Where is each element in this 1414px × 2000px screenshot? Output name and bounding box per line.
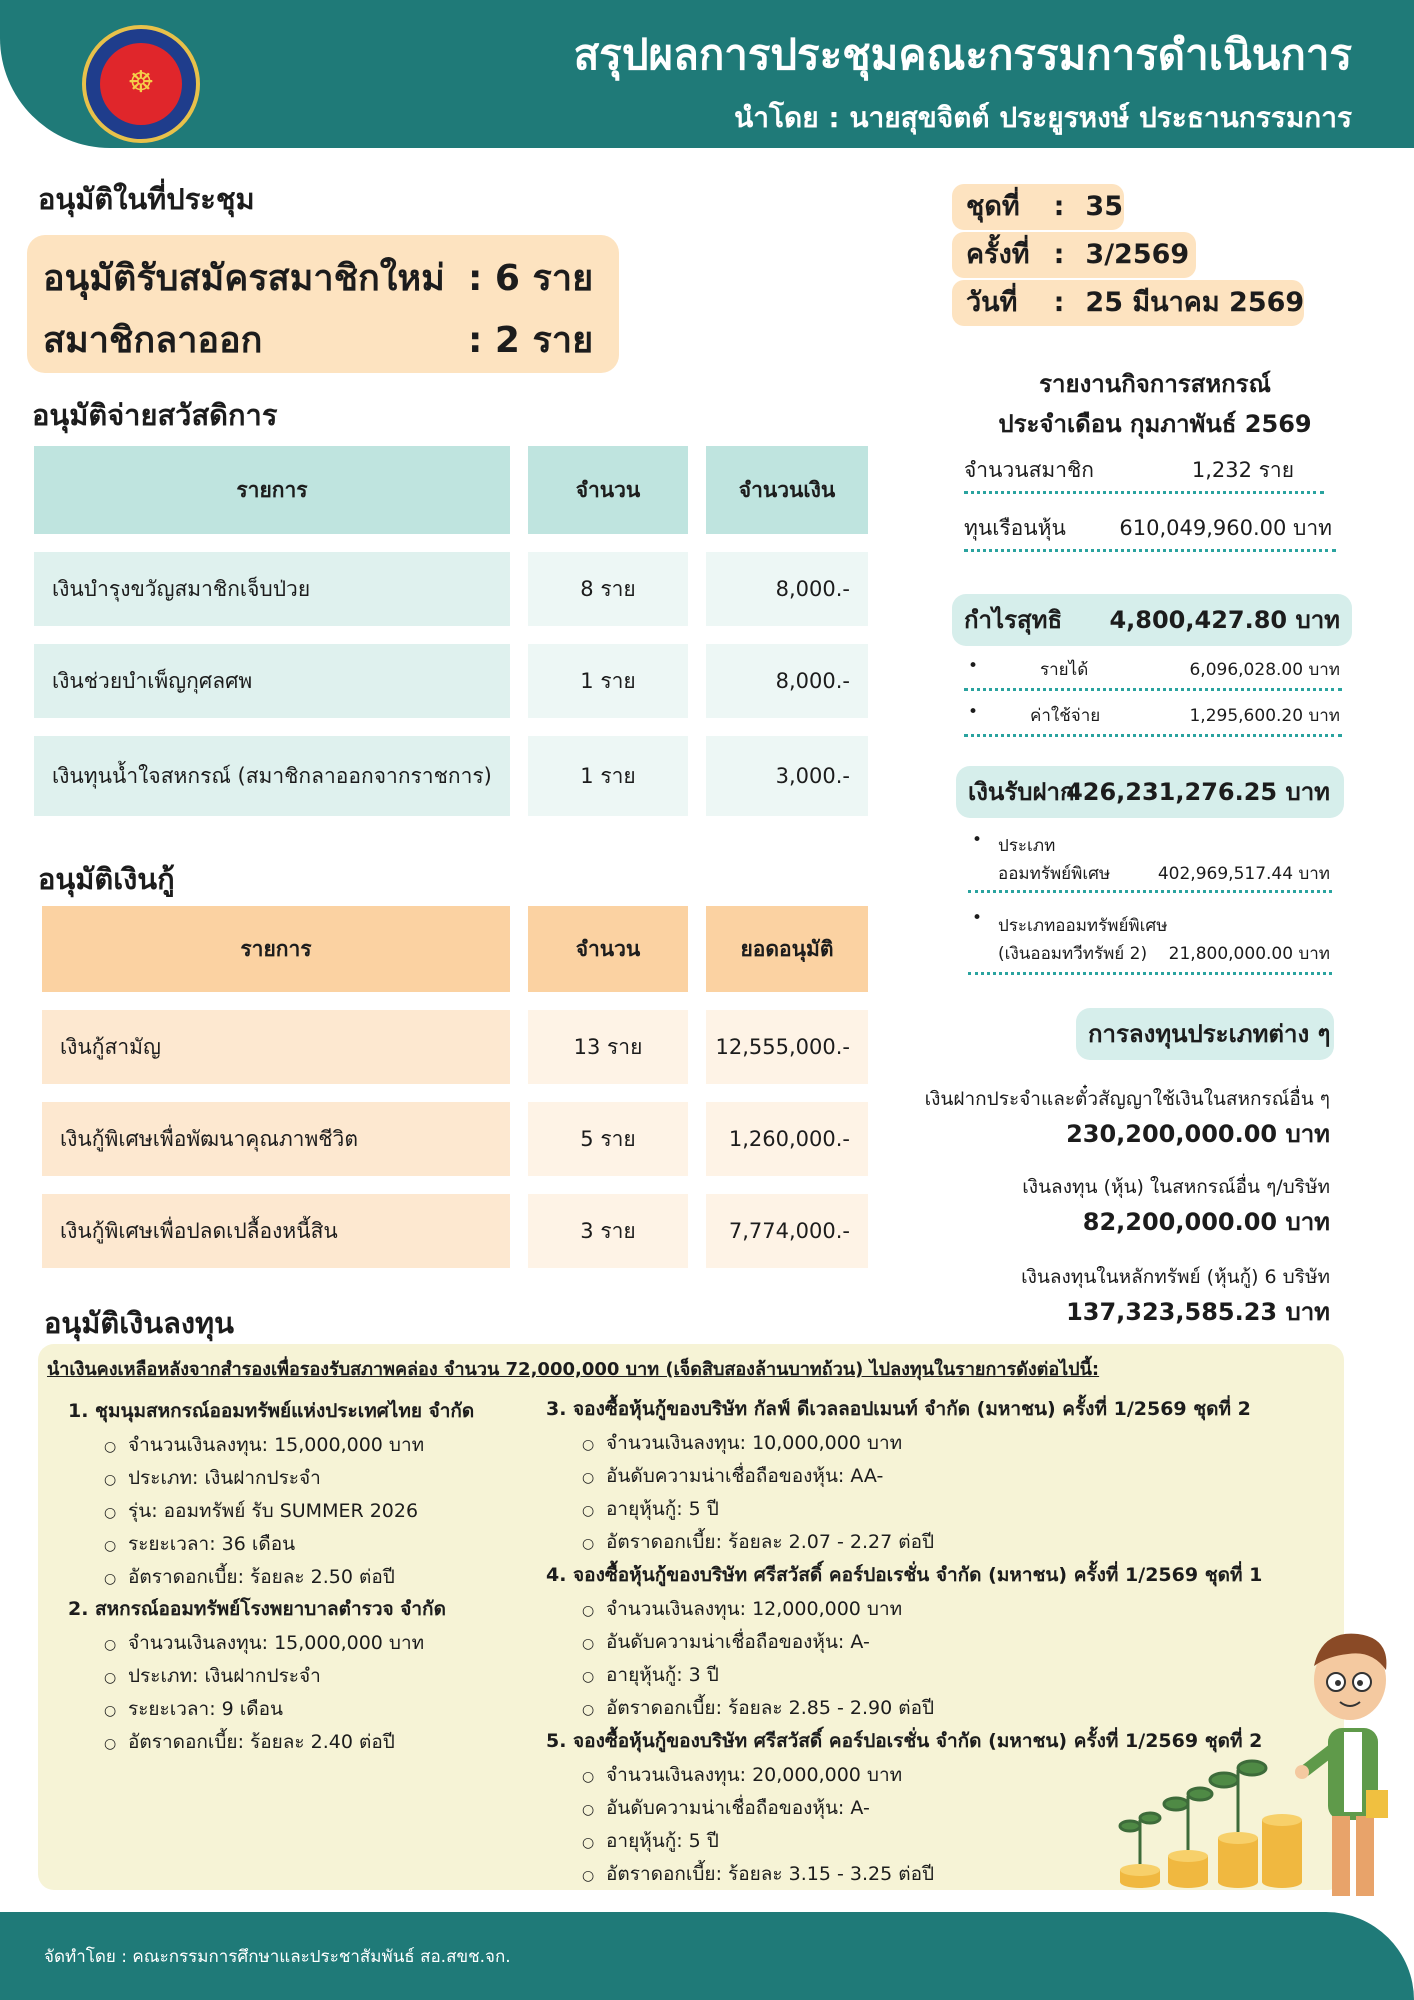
investment-item [68,1396,474,1595]
loans-header-count: จำนวน [528,906,688,992]
inv2-value: 82,200,000.00 บาท [1082,1208,1330,1236]
cooperative-logo [82,25,200,143]
welfare-header-item: รายการ [34,446,510,534]
profit-value: 4,800,427.80 บาท [1109,606,1340,634]
inv1-label: เงินฝากประจำและตั๋วสัญญาใช้เงินในสหกรณ์อื่น ๆ [924,1088,1330,1110]
members-count-row [964,454,1324,494]
new-members-value: : 6 ราย [468,258,594,299]
investment-item-title: 2. สหกรณ์ออมทรัพย์โรงพยาบาลตำรวจ จำกัด [68,1598,446,1620]
report-period: ประจำเดือน กุมภาพันธ์ 2569 [998,410,1312,438]
profit-label: กำไรสุทธิ [964,606,1063,634]
meeting-colon: : [1053,239,1065,270]
investment-detail: ○ อายุหุ้นกู้: 5 ปี [582,1494,1251,1527]
inv2-label: เงินลงทุน (หุ้น) ในสหกรณ์อื่น ๆ/บริษัท [1022,1176,1330,1198]
table-row-item: เงินกู้พิเศษเพื่อปลดเปลื้องหนี้สิน [42,1194,510,1268]
investment-detail: ○ จำนวนเงินลงทุน: 12,000,000 บาท [582,1594,1262,1627]
members-count-label: จำนวนสมาชิก [964,458,1095,482]
date-colon: : [1053,287,1065,318]
investment-detail: ○ อัตราดอกเบี้ย: ร้อยละ 3.15 - 3.25 ต่อปี [582,1859,1262,1892]
bullet-icon: • [972,830,983,850]
table-row-amount: 7,774,000.- [706,1194,868,1268]
session-set [952,184,1124,230]
investment-detail: ○ อันดับความน่าเชื่อถือของหุ้น: A- [582,1627,1262,1660]
deposit-type2-line2: (เงินออมทวีทรัพย์ 2) [998,944,1148,964]
investment-detail: ○ จำนวนเงินลงทุน: 15,000,000 บาท [104,1430,474,1463]
resigned-row [43,311,594,368]
investment-note: นำเงินคงเหลือหลังจากสำรองเพื่อรองรับสภาพคล่อง จำนวน 72,000,000 บาท (เจ็ดสิบสองล้านบาทถ้วน) ไปลงทุนในรายการดังต่อไปนี้: [47,1359,1100,1380]
investment-detail: ○ อัตราดอกเบี้ย: ร้อยละ 2.40 ต่อปี [104,1727,446,1760]
investment-detail: ○ จำนวนเงินลงทุน: 10,000,000 บาท [582,1428,1251,1461]
investment-item [546,1394,1251,1560]
deposit-value: 426,231,276.25 บาท [1066,778,1330,806]
set-colon: : [1053,191,1065,222]
session-date [952,280,1304,326]
new-members-label: อนุมัติรับสมัครสมาชิกใหม่ [43,258,445,299]
table-row-amount: 12,555,000.- [706,1010,868,1084]
bullet-icon: • [968,656,979,676]
new-members-row [43,249,594,306]
investment-heading: อนุมัติเงินลงทุน [44,1306,234,1340]
loans-header-item: รายการ [42,906,510,992]
shares-value: 610,049,960.00 บาท [1119,516,1332,540]
meeting-value: 3/2569 [1085,239,1190,270]
table-row-item: เงินบำรุงขวัญสมาชิกเจ็บป่วย [34,552,510,626]
shares-row [964,512,1336,552]
logo-emblem-icon: ☸ [127,65,155,100]
investment-detail: ○ อัตราดอกเบี้ย: ร้อยละ 2.07 - 2.27 ต่อปี [582,1527,1251,1560]
page-subtitle: นำโดย : นายสุขจิตต์ ประยูรหงษ์ ประธานกรรมการ [734,101,1352,134]
approval-heading: อนุมัติในที่ประชุม [38,182,255,216]
welfare-header-count: จำนวน [528,446,688,534]
members-box [27,235,619,373]
set-value: 35 [1085,191,1123,222]
table-row-count: 1 ราย [528,644,688,718]
investment-detail: ○ อายุหุ้นกู้: 3 ปี [582,1660,1262,1693]
investment-detail: ○ อันดับความน่าเชื่อถือของหุ้น: A- [582,1793,1262,1826]
welfare-header-amount: จำนวนเงิน [706,446,868,534]
investment-detail: ○ อายุหุ้นกู้: 5 ปี [582,1826,1262,1859]
expense-value: 1,295,600.20 บาท [1189,706,1340,726]
welfare-heading: อนุมัติจ่ายสวัสดิการ [32,398,278,432]
deposit-type1-value: 402,969,517.44 บาท [1157,864,1330,884]
expense-label: ค่าใช้จ่าย [1030,706,1101,726]
investment-detail: ○ ระยะเวลา: 36 เดือน [104,1529,474,1562]
report-title: รายงานกิจการสหกรณ์ [1039,370,1271,398]
investment-detail: ○ อัตราดอกเบี้ย: ร้อยละ 2.85 - 2.90 ต่อปี [582,1693,1262,1726]
income-value: 6,096,028.00 บาท [1189,660,1340,680]
investment-item-title: 1. ชุมนุมสหกรณ์ออมทรัพย์แห่งประเทศไทย จำกัด [68,1400,475,1422]
set-label: ชุดที่ [966,191,1020,222]
investment-detail: ○ ระยะเวลา: 9 เดือน [104,1694,446,1727]
table-row-item: เงินกู้พิเศษเพื่อพัฒนาคุณภาพชีวิต [42,1102,510,1176]
table-row-amount: 8,000.- [706,552,868,626]
deposit-type2-line1: ประเภทออมทรัพย์พิเศษ [998,916,1168,936]
investment-detail: ○ อัตราดอกเบี้ย: ร้อยละ 2.50 ต่อปี [104,1562,474,1595]
page-title: สรุปผลการประชุมคณะกรรมการดำเนินการ [573,30,1352,79]
investment-detail: ○ ประเภท: เงินฝากประจำ [104,1661,446,1694]
profit-pill [952,594,1352,646]
loans-heading: อนุมัติเงินกู้ [38,862,175,896]
man-character-icon [1295,1634,1388,1896]
table-row-count: 1 ราย [528,736,688,816]
investment-item [68,1594,446,1760]
table-row-amount: 8,000.- [706,644,868,718]
investment-detail: ○ จำนวนเงินลงทุน: 20,000,000 บาท [582,1760,1262,1793]
resigned-value: : 2 ราย [468,320,594,361]
investment-detail: ○ ประเภท: เงินฝากประจำ [104,1463,474,1496]
table-row-count: 8 ราย [528,552,688,626]
bullet-icon: • [972,908,983,928]
investment-detail: ○ อันดับความน่าเชื่อถือของหุ้น: AA- [582,1461,1251,1494]
investment-types-pill: การลงทุนประเภทต่าง ๆ [1076,1008,1334,1060]
table-row-amount: 1,260,000.- [706,1102,868,1176]
deposit-pill [956,766,1344,818]
inv3-value: 137,323,585.23 บาท [1066,1298,1330,1326]
resigned-label: สมาชิกลาออก [43,320,263,361]
table-row-item: เงินกู้สามัญ [42,1010,510,1084]
inv1-value: 230,200,000.00 บาท [1066,1120,1330,1148]
meeting-label: ครั้งที่ [966,239,1030,270]
table-row-item: เงินทุนน้ำใจสหกรณ์ (สมาชิกลาออกจากราชการ) [34,736,510,816]
members-count-value: 1,232 ราย [1191,458,1294,482]
loans-header-amount: ยอดอนุมัติ [706,906,868,992]
session-meeting [952,232,1196,278]
date-label: วันที่ [966,287,1018,318]
deposit-type1-line2: ออมทรัพย์พิเศษ [998,864,1111,884]
table-row-count: 3 ราย [528,1194,688,1268]
table-row-item: เงินช่วยบำเพ็ญกุศลศพ [34,644,510,718]
inv3-label: เงินลงทุนในหลักทรัพย์ (หุ้นกู้) 6 บริษัท [1021,1266,1330,1288]
date-value: 25 มีนาคม 2569 [1085,287,1305,318]
deposit-label: เงินรับฝาก [968,778,1075,806]
deposit-type1-line1: ประเภท [998,836,1056,856]
investment-item-title: 3. จองซื้อหุ้นกู้ของบริษัท กัลฟ์ ดีเวลลอปเมนท์ จำกัด (มหาชน) ครั้งที่ 1/2569 ชุดที่ 2 [546,1398,1251,1420]
coin-stacks-icon [1120,1814,1302,1888]
income-row [964,656,1342,691]
deposit-type1-row [968,830,1332,893]
deposit-type2-value: 21,800,000.00 บาท [1168,944,1330,964]
table-row-amount: 3,000.- [706,736,868,816]
footer-credit: จัดทำโดย : คณะกรรมการศึกษาและประชาสัมพันธ์ สอ.สขช.จก. [44,1947,511,1967]
expense-row [964,702,1342,737]
investor-illustration [1110,1620,1410,1910]
income-label: รายได้ [1040,660,1089,680]
table-row-count: 13 ราย [528,1010,688,1084]
investment-detail: ○ จำนวนเงินลงทุน: 15,000,000 บาท [104,1628,446,1661]
deposit-type2-row [968,908,1332,975]
shares-label: ทุนเรือนหุ้น [964,516,1066,540]
investment-item-title: 4. จองซื้อหุ้นกู้ของบริษัท ศรีสวัสดิ์ คอร์ปอเรชั่น จำกัด (มหาชน) ครั้งที่ 1/2569 ชุดที่ 1 [546,1564,1263,1586]
bullet-icon: • [968,702,979,722]
investment-item-title: 5. จองซื้อหุ้นกู้ของบริษัท ศรีสวัสดิ์ คอร์ปอเรชั่น จำกัด (มหาชน) ครั้งที่ 1/2569 ชุดที่ 2 [546,1730,1263,1752]
table-row-count: 5 ราย [528,1102,688,1176]
investment-detail: ○ รุ่น: ออมทรัพย์ รับ SUMMER 2026 [104,1496,474,1529]
